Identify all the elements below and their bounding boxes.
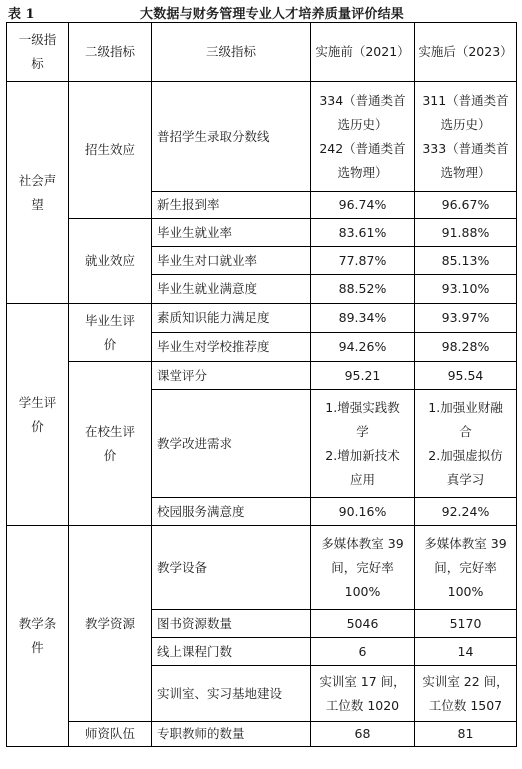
metric-cell: 毕业生就业满意度 [152,275,311,304]
subgroup-cell: 招生效应 [69,82,152,219]
table-row [7,526,517,610]
table-row [7,219,517,247]
header-before: 实施前（2021） [311,23,415,82]
value-before: 1.增强实践教 学 2.增加新技术 应用 [311,390,415,498]
value-after: 96.67% [415,192,517,219]
metric-cell: 毕业生对学校推荐度 [152,333,311,362]
table-row [7,304,517,333]
metric-cell: 毕业生就业率 [152,219,311,247]
value-after: 93.10% [415,275,517,304]
value-after: 311（普通类首 选历史） 333（普通类首 选物理） [415,82,517,192]
value-after: 95.54 [415,362,517,390]
value-after: 93.97% [415,304,517,333]
table-title: 大数据与财务管理专业人才培养质量评价结果 [140,7,405,22]
value-before: 实训室 17 间， 工位数 1020 [311,666,415,722]
table-label: 表 1 [8,7,35,22]
metric-cell: 课堂评分 [152,362,311,390]
subgroup-cell: 教学资源 [69,526,152,722]
header-after: 实施后（2023） [415,23,517,82]
metric-cell: 素质知识能力满足度 [152,304,311,333]
value-before: 95.21 [311,362,415,390]
subgroup-cell: 在校生评 价 [69,362,152,526]
value-after: 多媒体教室 39 间，完好率 100% [415,526,517,610]
value-before: 94.26% [311,333,415,362]
value-before: 多媒体教室 39 间，完好率 100% [311,526,415,610]
value-after: 91.88% [415,219,517,247]
metric-cell: 线上课程门数 [152,638,311,666]
metric-cell: 教学设备 [152,526,311,610]
value-before: 89.34% [311,304,415,333]
group-cell: 教学条 件 [7,526,69,747]
value-before: 88.52% [311,275,415,304]
metric-cell: 教学改进需求 [152,390,311,498]
evaluation-table [6,22,517,747]
value-before: 83.61% [311,219,415,247]
header-level3: 三级指标 [152,23,311,82]
value-before: 77.87% [311,247,415,275]
value-before: 334（普通类首 选历史） 242（普通类首 选物理） [311,82,415,192]
metric-cell: 校园服务满意度 [152,498,311,526]
value-after: 14 [415,638,517,666]
table-row [7,722,517,747]
metric-cell: 新生报到率 [152,192,311,219]
group-cell: 社会声 望 [7,82,69,304]
value-after: 1.加强业财融 合 2.加强虚拟仿 真学习 [415,390,517,498]
value-before: 68 [311,722,415,747]
group-cell: 学生评 价 [7,304,69,526]
header-level2: 二级指标 [69,23,152,82]
metric-cell: 实训室、实习基地建设 [152,666,311,722]
value-before: 96.74% [311,192,415,219]
subgroup-cell: 毕业生评 价 [69,304,152,362]
table-row [7,362,517,390]
subgroup-cell: 就业效应 [69,219,152,304]
metric-cell: 图书资源数量 [152,610,311,638]
metric-cell: 毕业生对口就业率 [152,247,311,275]
value-after: 92.24% [415,498,517,526]
value-after: 81 [415,722,517,747]
value-before: 90.16% [311,498,415,526]
value-after: 98.28% [415,333,517,362]
metric-cell: 专职教师的数量 [152,722,311,747]
value-before: 6 [311,638,415,666]
header-level1: 一级指 标 [7,23,69,82]
header-row [7,23,517,82]
table-caption [0,0,522,22]
value-after: 5170 [415,610,517,638]
value-after: 85.13% [415,247,517,275]
metric-cell: 普招学生录取分数线 [152,82,311,192]
value-before: 5046 [311,610,415,638]
table-row [7,82,517,192]
value-after: 实训室 22 间， 工位数 1507 [415,666,517,722]
subgroup-cell: 师资队伍 [69,722,152,747]
